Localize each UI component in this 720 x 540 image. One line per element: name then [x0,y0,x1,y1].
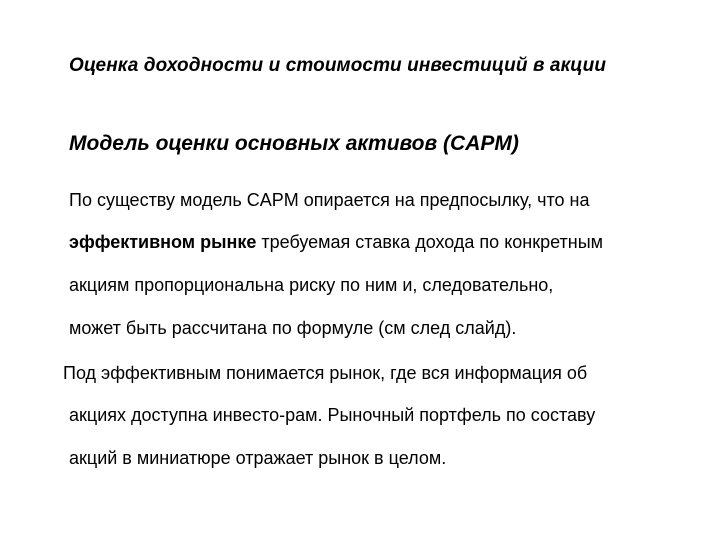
paragraph1-line2 [69,232,603,253]
paragraph1-line2-rest: требуемая ставка дохода по конкретным [256,232,604,252]
efficient-market-term: эффективном рынке [69,232,257,252]
paragraph1-line3: акциям пропорциональна риску по ним и, следовательно, [69,275,554,295]
slide-title: Оценка доходности и стоимости инвестиций в акции [69,55,607,76]
paragraph2-line3: акций в миниатюре отражает рынок в целом. [69,448,447,468]
paragraph1-line1: По существу модель CAPM опирается на предпосылку, что на [69,190,590,210]
slide-subtitle: Модель оценки основных активов (CAPM) [69,132,519,155]
paragraph2-line1: Под эффективным понимается рынок, где вся информация об [63,363,588,383]
paragraph1-line4: может быть рассчитана по формуле (см след слайд). [69,318,517,338]
paragraph2-line2: акциях доступна инвесто-рам. Рыночный портфель по составу [69,405,596,425]
